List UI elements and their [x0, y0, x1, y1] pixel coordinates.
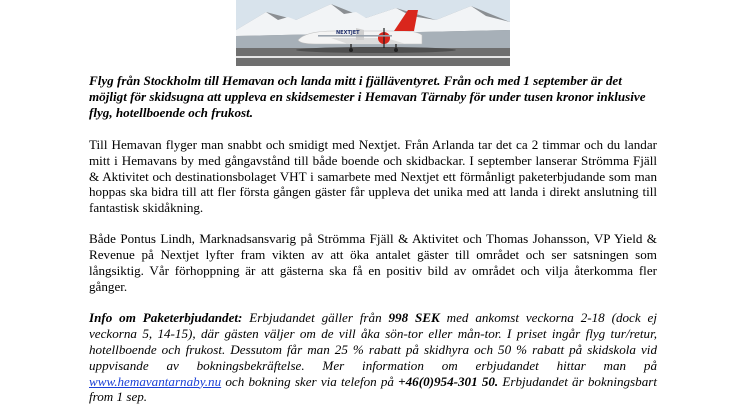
article [89, 73, 657, 405]
hero-photo [236, 0, 510, 66]
booking-phone: +46(0)954-301 50. [398, 373, 499, 389]
package-info-heading: Info om Paketerbjudandet: [89, 309, 243, 325]
article-lead: Flyg från Stockholm till Hemavan och landa mitt i fjälläventyret. Från och med 1 september är det möjligt för skidsugna att uppleva en skidsemester i Hemavan Tärnaby för under tusen kronor inklusive flyg, hotellboende och frukost. [89, 73, 646, 120]
aircraft-photo-illustration [236, 0, 510, 66]
hemavan-website-link[interactable]: www.hemavantarnaby.nu [89, 373, 222, 389]
package-info-text-1: Erbjudandet gäller från [242, 309, 389, 325]
package-info-text-2: med ankomst veckorna 2-18 (dock ej veckorna 5, 14-15), där gästen väljer om de vill åka sön-tor eller mån-tor. I priset ingår flyg tur/retur, hotellboende och frukost. Dessutom får man 25 % rabatt på skidhyra och 50 % rabatt på skidskola vid uppvisande av bokningsbekräftelse. Mer information om erbjudandet hittar man på [89, 309, 657, 373]
package-info-text-3: och bokning sker via telefon på [221, 373, 399, 389]
article-paragraph-1: Till Hemavan flyger man snabbt och smidigt med Nextjet. Från Arlanda tar det ca 2 timmar och du landar mitt i Hemavans by med gångavstånd till både boende och skidbackar. I september lanserar Strömma Fjäll & Aktivitet och destinationsbolaget VHT i samarbete med Nextjet ett förmånligt paketerbjudande som man hoppas ska bidra till att fler första gången gäster får uppleva det unika med att landa i direkt anslutning till fantastisk skidåkning. [89, 136, 657, 216]
article-paragraph-2: Både Pontus Lindh, Marknadsansvarig på Strömma Fjäll & Aktivitet och Thomas Johansson, VP Yield & Revenue på Nextjet lyfter fram vikten av att öka antalet gäster till området och ser satsningen som långsiktig. Vår förhoppning är att gästerna ska få en positiv bild av området och vilja återkomma fler gånger. [89, 231, 657, 294]
aircraft-livery-text: NEXTJET [336, 30, 360, 36]
package-price: 998 SEK [388, 309, 440, 325]
package-info-text-4: Erbjudandet är bokningsbart from 1 sep. [89, 373, 657, 405]
package-info [89, 310, 657, 405]
